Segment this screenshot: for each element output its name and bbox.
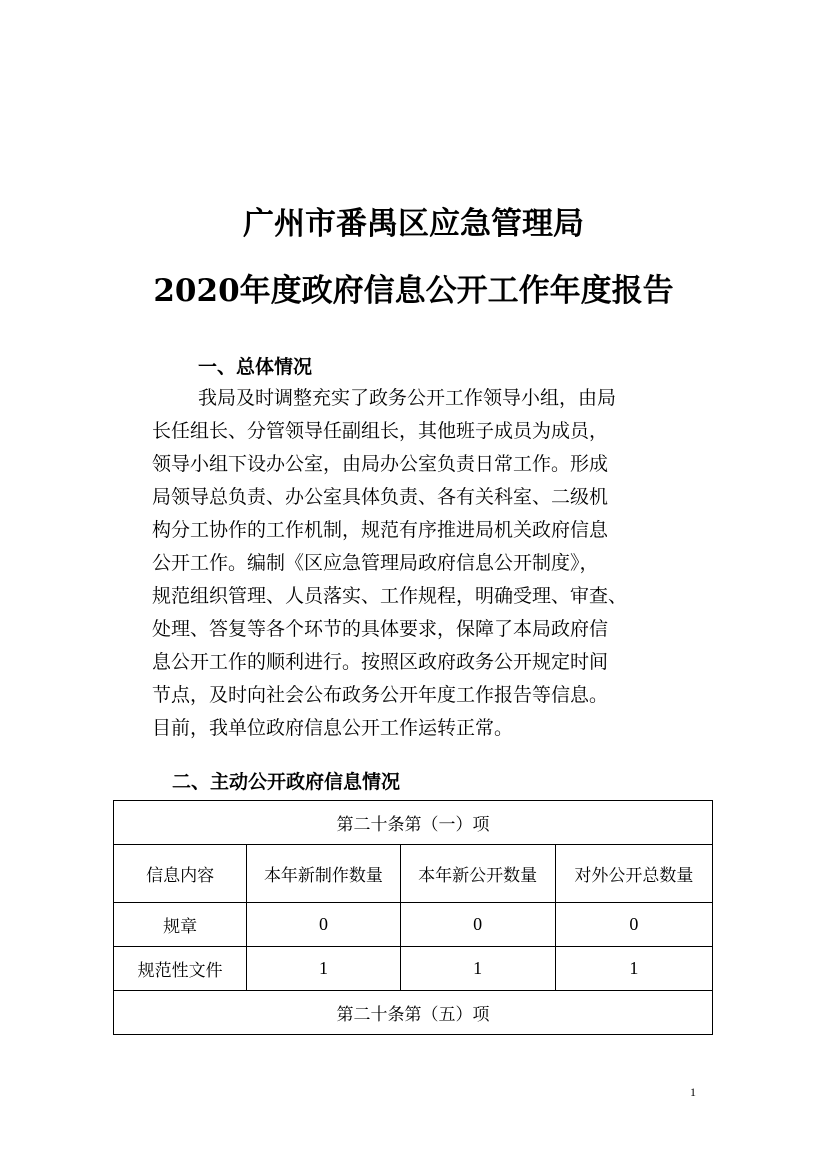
paragraph-line: 局领导总负责、办公室具体负责、各有关科室、二级机 — [152, 486, 609, 508]
paragraph-line: 处理、答复等各个环节的具体要求，保障了本局政府信 — [152, 618, 609, 640]
page-number: 1 — [690, 1085, 696, 1099]
table-row — [114, 903, 713, 947]
table-header-cell: 本年新制作数量 — [247, 845, 400, 903]
table-section-b: 第二十条第（五）项 — [114, 991, 713, 1035]
paragraph-line: 我局及时调整充实了政务公开工作领导小组，由局 — [198, 387, 617, 409]
table-section-row — [114, 991, 713, 1035]
table-section-a: 第二十条第（一）项 — [114, 801, 713, 845]
table-cell: 0 — [400, 903, 555, 947]
table-cell: 0 — [555, 903, 712, 947]
document-title-line2: 2020年度政府信息公开工作年度报告 — [153, 273, 674, 309]
table-cell: 1 — [555, 947, 712, 991]
table-cell: 1 — [400, 947, 555, 991]
paragraph-line: 构分工协作的工作机制，规范有序推进局机关政府信息 — [152, 519, 609, 541]
table-header-cell: 对外公开总数量 — [555, 845, 712, 903]
table-cell: 规章 — [114, 903, 247, 947]
disclosure-table — [113, 800, 713, 1035]
table-header-row — [114, 845, 713, 903]
paragraph-line: 节点，及时向社会公布政务公开年度工作报告等信息。 — [152, 684, 609, 706]
paragraph-line: 目前，我单位政府信息公开工作运转正常。 — [152, 717, 514, 739]
section1-heading: 一、总体情况 — [198, 356, 313, 378]
table-cell: 规范性文件 — [114, 947, 247, 991]
table-section-row — [114, 801, 713, 845]
section2-heading: 二、主动公开政府信息情况 — [172, 771, 401, 793]
document-title-line1: 广州市番禺区应急管理局 — [243, 206, 584, 242]
paragraph-line: 领导小组下设办公室，由局办公室负责日常工作。形成 — [152, 453, 609, 475]
table-cell: 0 — [247, 903, 400, 947]
paragraph-line: 息公开工作的顺利进行。按照区政府政务公开规定时间 — [152, 651, 609, 673]
paragraph-line: 公开工作。编制《区应急管理局政府信息公开制度》， — [152, 552, 599, 574]
table-cell: 1 — [247, 947, 400, 991]
table-header-cell: 信息内容 — [114, 845, 247, 903]
table-header-cell: 本年新公开数量 — [400, 845, 555, 903]
paragraph-line: 长任组长、分管领导任副组长，其他班子成员为成员， — [152, 420, 609, 442]
table-row — [114, 947, 713, 991]
paragraph-line: 规范组织管理、人员落实、工作规程，明确受理、审查、 — [152, 585, 628, 607]
